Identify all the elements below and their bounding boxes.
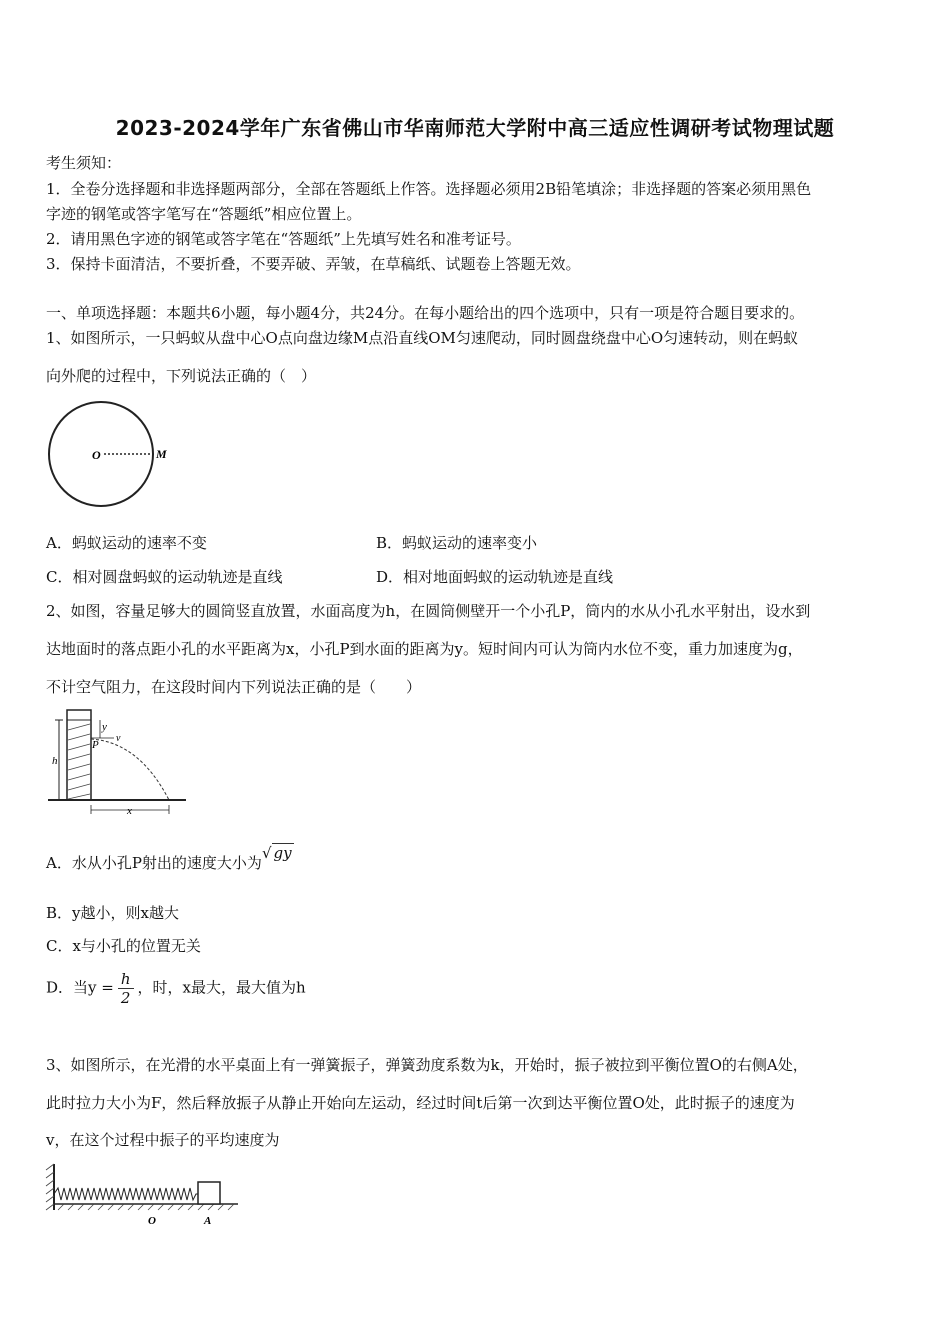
point-m-label: M <box>156 447 167 461</box>
q2-option-a-text: A．水从小孔P射出的速度大小为 <box>46 854 262 872</box>
q2-option-d-suffix: ，时，x最大，最大值为h <box>137 978 306 997</box>
notice-item: 字迹的钢笔或答字笔写在“答题纸”相应位置上。 <box>46 205 362 223</box>
v-label: v <box>116 733 121 744</box>
q1-stem: 1、如图所示，一只蚂蚁从盘中心O点向盘边缘M点沿直线OM匀速爬动，同时圆盘绕盘中心O匀速转动，则在蚂蚁 <box>46 329 799 347</box>
q2-option-a[interactable] <box>46 844 294 873</box>
q1-option-c[interactable]: C．相对圆盘蚂蚁的运动轨迹是直线 <box>46 568 283 586</box>
page-title: 2023-2024学年广东省佛山市华南师范大学附中高三适应性调研考试物理试题 <box>115 116 835 140</box>
q3-spring-figure <box>42 1158 242 1230</box>
y-label: y <box>102 721 107 733</box>
h-label: h <box>52 755 58 767</box>
fraction <box>118 970 134 1007</box>
sqrt-radicand: gy <box>273 844 292 862</box>
q1-stem: 向外爬的过程中，下列说法正确的（ ） <box>46 367 317 385</box>
notice-item: 3．保持卡面清洁，不要折叠，不要弄破、弄皱，在草稿纸、试题卷上答题无效。 <box>46 255 581 273</box>
q2-option-b[interactable]: B．y越小，则x越大 <box>46 904 179 922</box>
q3-stem: 3、如图所示，在光滑的水平桌面上有一弹簧振子，弹簧劲度系数为k，开始时，振子被拉到平衡位置O的右侧A处， <box>46 1056 808 1074</box>
p-label: P <box>92 739 99 751</box>
q1-option-d[interactable]: D．相对地面蚂蚁的运动轨迹是直线 <box>376 568 614 586</box>
point-o-label: O <box>92 448 101 462</box>
fraction-numerator: h <box>118 970 134 989</box>
q2-option-d[interactable] <box>46 970 306 1007</box>
q2-stem: 2、如图，容量足够大的圆筒竖直放置，水面高度为h，在圆筒侧壁开一个小孔P，筒内的水从小孔水平射出，设水到 <box>46 602 811 620</box>
notice-item: 2．请用黑色字迹的钢笔或答字笔在“答题纸”上先填写姓名和准考证号。 <box>46 230 521 248</box>
q2-option-d-prefix: D．当y = <box>46 978 114 997</box>
q2-cylinder-figure <box>44 706 194 822</box>
q1-disc-figure <box>44 398 184 510</box>
fraction-denominator: 2 <box>120 989 131 1007</box>
q3-stem: v，在这个过程中振子的平均速度为 <box>46 1131 280 1149</box>
q1-option-b[interactable]: B．蚂蚁运动的速率变小 <box>376 534 538 552</box>
x-label: x <box>127 805 132 817</box>
q2-stem: 不计空气阻力，在这段时间内下列说法正确的是（ ） <box>46 678 422 696</box>
q2-stem: 达地面时的落点距小孔的水平距离为x，小孔P到水面的距离为y。短时间内可认为筒内水位不变，重力加速度为g， <box>46 640 803 658</box>
q1-option-a[interactable]: A．蚂蚁运动的速率不变 <box>46 534 207 552</box>
notice-item: 1．全卷分选择题和非选择题两部分，全部在答题纸上作答。选择题必须用2B铅笔填涂；非选择题的答案必须用黑色 <box>46 180 812 198</box>
point-o-label: O <box>148 1215 156 1227</box>
q3-stem: 此时拉力大小为F，然后释放振子从静止开始向左运动，经过时间t后第一次到达平衡位置O处，此时振子的速度为 <box>46 1094 795 1112</box>
notice-heading: 考生须知： <box>46 154 122 172</box>
sqrt-expression: √ gy <box>261 844 292 862</box>
section-heading: 一、单项选择题：本题共6小题，每小题4分，共24分。在每小题给出的四个选项中，只有一项是符合题目要求的。 <box>46 304 805 322</box>
point-a-label: A <box>204 1215 212 1227</box>
q2-option-c[interactable]: C．x与小孔的位置无关 <box>46 937 201 955</box>
